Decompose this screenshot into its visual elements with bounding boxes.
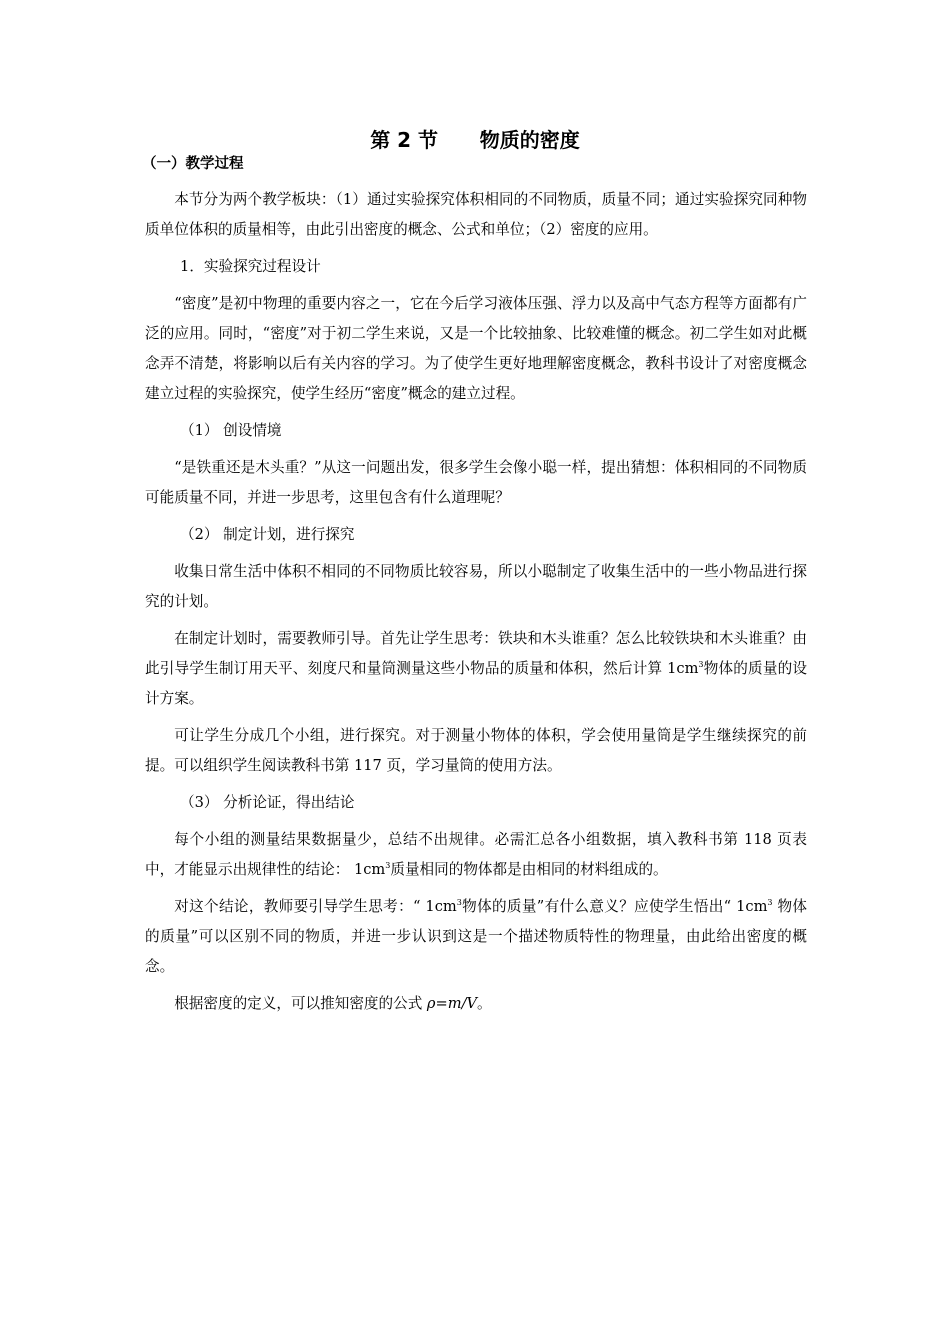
document-body xyxy=(145,185,807,1026)
paragraph-formula xyxy=(145,989,807,1019)
text-segment: 质量相同的物体都是由相同的材料组成的。 xyxy=(390,861,668,878)
subheading-experiment-design: 1．实验探究过程设计 xyxy=(180,258,321,275)
paragraph-scenario: “是铁重还是木头重？”从这一问题出发，很多学生会像小聪一样，提出猜想：体积相同的不同物质可能质量不同，并进一步思考，这里包含有什么道理呢？ xyxy=(145,459,807,506)
paragraph-density-importance: “密度”是初中物理的重要内容之一，它在今后学习液体压强、浮力以及高中气态方程等方面都有广泛的应用。同时，“密度”对于初二学生来说，又是一个比较抽象、比较难懂的概念。初二学生如对此概念弄不清楚，将影响以后有关内容的学习。为了使学生更好地理解密度概念，教科书设计了对密度概念建立过程的实验探究，使学生经历“密度”概念的建立过程。 xyxy=(145,295,807,402)
paragraph-teacher-guide xyxy=(145,624,807,714)
text-segment: 物体的质量”有什么意义？应使学生悟出“ 1cm xyxy=(461,898,768,915)
text-segment: 根据密度的定义，可以推知密度的公式 xyxy=(174,995,427,1012)
paragraph-groups: 可让学生分成几个小组，进行探究。对于测量小物体的体积，学会使用量筒是学生继续探究的前提。可以组织学生阅读教科书第 117 页，学习量筒的使用方法。 xyxy=(145,727,807,774)
page-title: 第 2 节 物质的密度 xyxy=(370,128,580,152)
superscript: 3 xyxy=(456,898,462,907)
superscript: 3 xyxy=(385,861,391,870)
step-2-heading: （2） 制定计划，进行探究 xyxy=(180,526,355,543)
paragraph-meaning xyxy=(145,892,807,982)
text-segment: 。 xyxy=(477,995,492,1012)
text-segment: 物体的质量的设计方案。 xyxy=(145,660,807,707)
text-segment: 在制定计划时，需要教师引导。首先让学生思考：铁块和木头谁重？怎么比较铁块和木头谁重？由此引导学生制订用天平、刻度尺和量筒测量这些小物品的质量和体积，然后计算 1cm xyxy=(145,630,807,677)
paragraph-intro: 本节分为两个教学板块：（1）通过实验探究体积相同的不同物质，质量不同；通过实验探究同种物质单位体积的质量相等，由此引出密度的概念、公式和单位；（2）密度的应用。 xyxy=(145,191,807,238)
text-segment: 每个小组的测量结果数据量少，总结不出规律。必需汇总各小组数据，填入教科书第 118 页表中，才能显示出规律性的结论： 1cm xyxy=(145,831,807,878)
step-3-heading: （3） 分析论证，得出结论 xyxy=(180,794,355,811)
section-heading: （一）教学过程 xyxy=(142,156,244,172)
paragraph-conclusion xyxy=(145,825,807,885)
step-1-heading: （1） 创设情境 xyxy=(180,422,282,439)
paragraph-plan: 收集日常生活中体积不相同的不同物质比较容易，所以小聪制定了收集生活中的一些小物品进行探究的计划。 xyxy=(145,563,807,610)
text-segment: 物体的质量”可以区别不同的物质，并进一步认识到这是一个描述物质特性的物理量，由此给出密度的概念。 xyxy=(145,898,808,975)
superscript: 3 xyxy=(698,660,704,669)
superscript: 3 xyxy=(767,898,773,907)
text-segment: 对这个结论，教师要引导学生思考：“ 1cm xyxy=(174,898,457,915)
density-formula: ρ=m/V xyxy=(426,995,478,1012)
